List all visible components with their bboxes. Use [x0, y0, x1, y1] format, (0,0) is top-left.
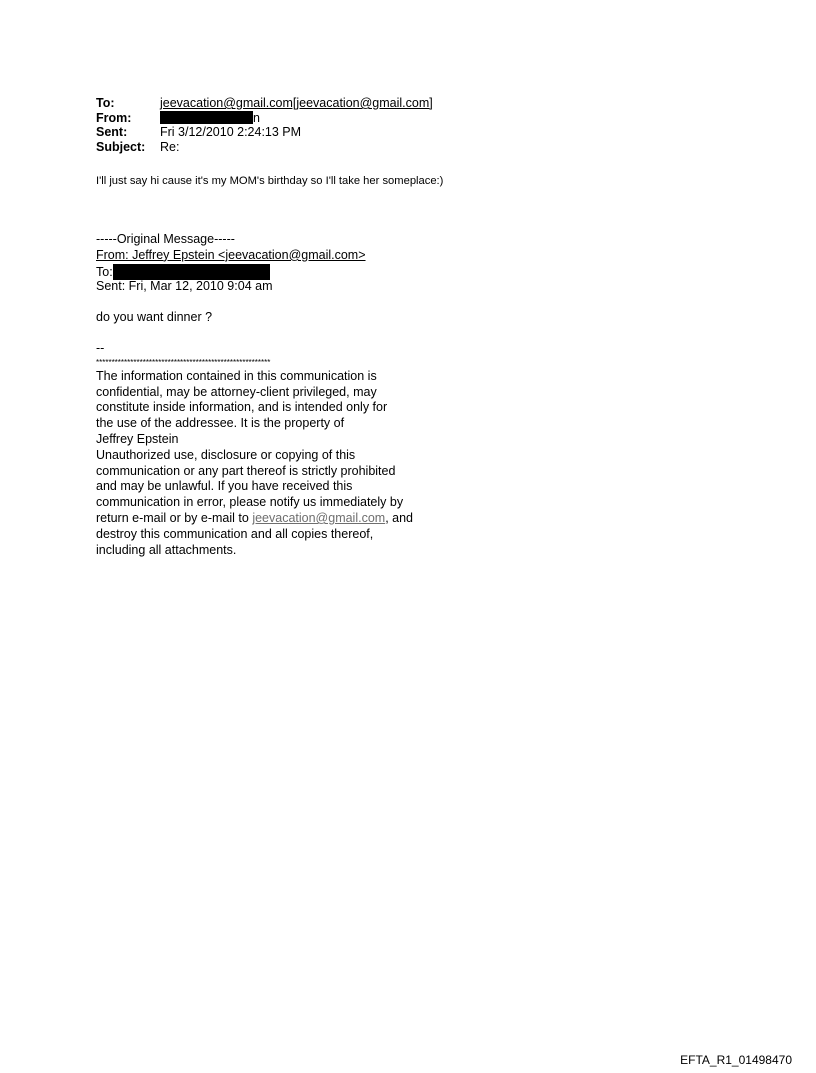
disclaimer-line: destroy this communication and all copies thereof,: [96, 526, 374, 541]
disclaimer-line: The information contained in this communication is: [96, 368, 377, 383]
original-separator: -----Original Message-----: [96, 232, 235, 246]
original-to-line: [96, 264, 413, 280]
disclaimer-line: and may be unlawful. If you have received this: [96, 479, 353, 494]
from-label: From:: [96, 110, 132, 125]
subject-value: Re:: [160, 139, 180, 154]
subject-label: Subject:: [96, 139, 146, 154]
signature-dash: --: [96, 340, 105, 355]
disclaimer-line: including all attachments.: [96, 542, 237, 557]
disclaimer-line: confidential, may be attorney-client privileged, may: [96, 384, 377, 399]
from-value-tail: n: [253, 110, 260, 125]
disclaimer: [96, 369, 413, 559]
reply-body: I'll just say hi cause it's my MOM's birthday so I'll take her someplace:): [96, 175, 444, 187]
to-value: jeevacation@gmail.com[jeevacation@gmail.com]: [160, 96, 433, 110]
disclaimer-line: Jeffrey Epstein: [96, 431, 179, 446]
email-link[interactable]: jeevacation@gmail.com: [252, 510, 386, 525]
disclaimer-line: the use of the addressee. It is the property of: [96, 416, 345, 431]
disclaimer-line: constitute inside information, and is intended only for: [96, 400, 388, 415]
original-message-text: do you want dinner ?: [96, 310, 213, 325]
original-message: [96, 232, 413, 558]
redaction-block: [160, 111, 253, 124]
return-prefix: return e-mail or by e-mail to: [96, 510, 253, 525]
disclaimer-line: communication or any part thereof is strictly prohibited: [96, 463, 396, 478]
signature-stars: ********************************************************: [96, 357, 271, 367]
document-id: EFTA_R1_01498470: [680, 1053, 792, 1067]
disclaimer-line: Unauthorized use, disclosure or copying of this: [96, 447, 356, 462]
header-to-row: [96, 96, 433, 111]
return-suffix: , and: [385, 510, 414, 525]
sent-value: Fri 3/12/2010 2:24:13 PM: [160, 125, 302, 139]
header-sent-row: [96, 125, 433, 140]
sent-label: Sent:: [96, 125, 128, 139]
disclaimer-return-line: [96, 511, 413, 527]
from-value: [160, 111, 260, 126]
redaction-block: [113, 264, 270, 280]
email-header: [96, 96, 433, 154]
original-sent-line: Sent: Fri, Mar 12, 2010 9:04 am: [96, 279, 273, 294]
disclaimer-line: communication in error, please notify us immediately by: [96, 495, 404, 510]
original-to-label: To:: [96, 264, 113, 279]
header-subject-row: [96, 140, 433, 155]
to-label: To:: [96, 96, 115, 110]
original-from-line: From: Jeffrey Epstein <jeevacation@gmail.com>: [96, 247, 366, 262]
header-from-row: [96, 111, 433, 126]
